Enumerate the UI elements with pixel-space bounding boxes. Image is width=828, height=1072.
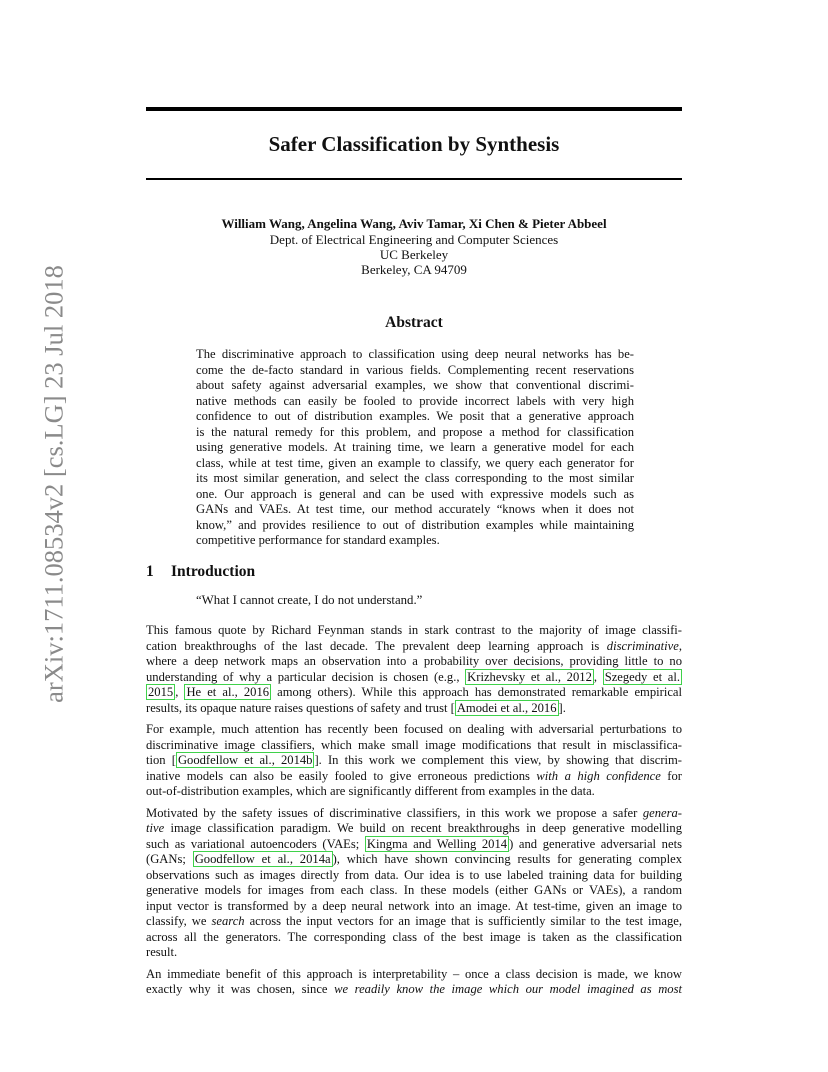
abstract-heading: Abstract — [385, 314, 443, 331]
abstract-line: is the natural remedy for this problem, and propose a method for classification — [196, 424, 634, 439]
paragraph-line: 2015 , He et al., 2016 among others). While this approach has demonstrated remarkable empirical — [148, 685, 682, 699]
section-title: Introduction — [171, 563, 256, 580]
paragraph-line: inative models can also be easily fooled to give erroneous predictions with a high confidence for — [146, 768, 682, 783]
paragraph-line: out-of-distribution examples, which are significantly different from examples in the data. — [146, 784, 595, 798]
paragraph-line: (GANs; Goodfellow et al., 2014a ), which have shown convincing results for generating complex — [146, 852, 682, 866]
paragraph-line: discriminative image classifiers, which make small image modifications that result in misclassifica- — [146, 737, 682, 752]
abstract-line: come the de-facto standard in various fields. Complementing recent reservations — [196, 362, 634, 377]
abstract-line: one. Our approach is general and can be used with expressive models such as — [196, 486, 634, 501]
citation-link[interactable]: Kingma and Welling 2014 — [366, 836, 508, 851]
paragraph-line: tive image classification paradigm. We build on recent breakthroughs in deep generative modelling — [146, 821, 682, 835]
paragraph-line: tion [ Goodfellow et al., 2014b ]. In this work we complement this view, by showing that discrim- — [146, 753, 683, 767]
paragraph-line: cation breakthroughs of the last decade. The prevalent deep learning approach is discriminative, — [146, 638, 682, 653]
citation-link[interactable]: Goodfellow et al., 2014b — [177, 753, 313, 767]
citation-link[interactable]: Szegedy et al. — [604, 669, 680, 684]
paragraph-line: input vector is transformed by a deep neural network into an image. At test-time, given an image to — [146, 898, 682, 913]
paper-title: Safer Classification by Synthesis — [268, 132, 560, 156]
abstract-line: native methods can easily be fooled to provide incorrect labels with very high — [196, 393, 634, 408]
abstract-line: confidence to out of distribution examples. We posit that a generative approach — [196, 409, 634, 423]
citation-link[interactable]: Amodei et al., 2016 — [456, 700, 557, 715]
abstract-line: know,” and provides resilience to out of distribution examples while maintaining — [196, 517, 634, 532]
paragraph-line: result. — [146, 945, 178, 959]
abstract-line: about safety against adversarial examples, we show that conventional discrimi- — [196, 378, 634, 392]
affiliation-address: Berkeley, CA 94709 — [361, 262, 467, 277]
abstract-line: GANs and VAEs. At test time, our method accurately “knows when it does not — [196, 502, 634, 516]
paragraph-line: such as variational autoencoders (VAEs; Kingma and Welling 2014 ) and generative adversarial nets — [146, 836, 682, 851]
affiliation-dept: Dept. of Electrical Engineering and Computer Sciences — [269, 232, 559, 247]
citation-link[interactable]: Krizhevsky et al., 2012 — [467, 669, 592, 684]
epigraph-quote: “What I cannot create, I do not understand.” — [196, 593, 423, 607]
paragraph-line: generative models for images from each class. In these models (either GANs or VAEs), a random — [146, 883, 682, 897]
paragraph-line: An immediate benefit of this approach is interpretability – once a class decision is made, we know — [146, 966, 682, 981]
citation-link[interactable]: He et al., 2016 — [186, 685, 270, 699]
author-list: William Wang, Angelina Wang, Aviv Tamar, Xi Chen & Pieter Abbeel — [221, 216, 607, 231]
paragraph-line: across all the generators. The corresponding class of the best image is taken as the classification — [146, 929, 682, 944]
abstract-line: class, while at test time, given an example to classify, we query each generator for — [196, 455, 634, 470]
section-number: 1 — [146, 563, 154, 580]
abstract-line: competitive performance for standard examples. — [196, 533, 440, 547]
title-bottom-rule — [146, 178, 682, 180]
paragraph-line: understanding of why a particular decision is chosen (e.g., Krizhevsky et al., 2012 , Szegedy et al. — [146, 669, 680, 684]
citation-link[interactable]: Goodfellow et al., 2014a — [194, 852, 331, 866]
abstract-line: its most similar generation, and select the class corresponding to the most similar — [196, 471, 634, 485]
paragraph-line: Motivated by the safety issues of discriminative classifiers, in this work we propose a safer genera- — [146, 805, 682, 820]
paragraph-line: where a deep network maps an observation into a probability over decisions, providing little to no — [146, 654, 682, 668]
paragraph-line: This famous quote by Richard Feynman stands in stark contrast to the majority of image classifi- — [146, 623, 682, 637]
affiliation-university: UC Berkeley — [379, 247, 449, 262]
abstract-line: using generative models. At training time, we learn a generative model for each — [196, 440, 634, 454]
citation-link[interactable]: 2015 — [148, 685, 174, 699]
paragraph-line: observations such as images directly from data. Our idea is to use labeled training data for building — [146, 867, 682, 882]
paragraph-line: exactly why it was chosen, since we readily know the image which our model imagined as most — [146, 982, 682, 996]
title-top-rule — [146, 107, 682, 111]
paragraph-line: classify, we search across the input vectors for an image that is sufficiently similar to the test image, — [146, 914, 682, 928]
paragraph-line: For example, much attention has recently been focused on dealing with adversarial perturbations to — [146, 722, 682, 736]
paragraph-line: results, its opaque nature raises questions of safety and trust [ Amodei et al., 2016 ]. — [146, 700, 566, 715]
arxiv-stamp-text: arXiv:1711.08534v2 [cs.LG] 23 Jul 2018 — [38, 265, 69, 703]
abstract-line: The discriminative approach to classification using deep neural networks has be- — [196, 347, 634, 361]
